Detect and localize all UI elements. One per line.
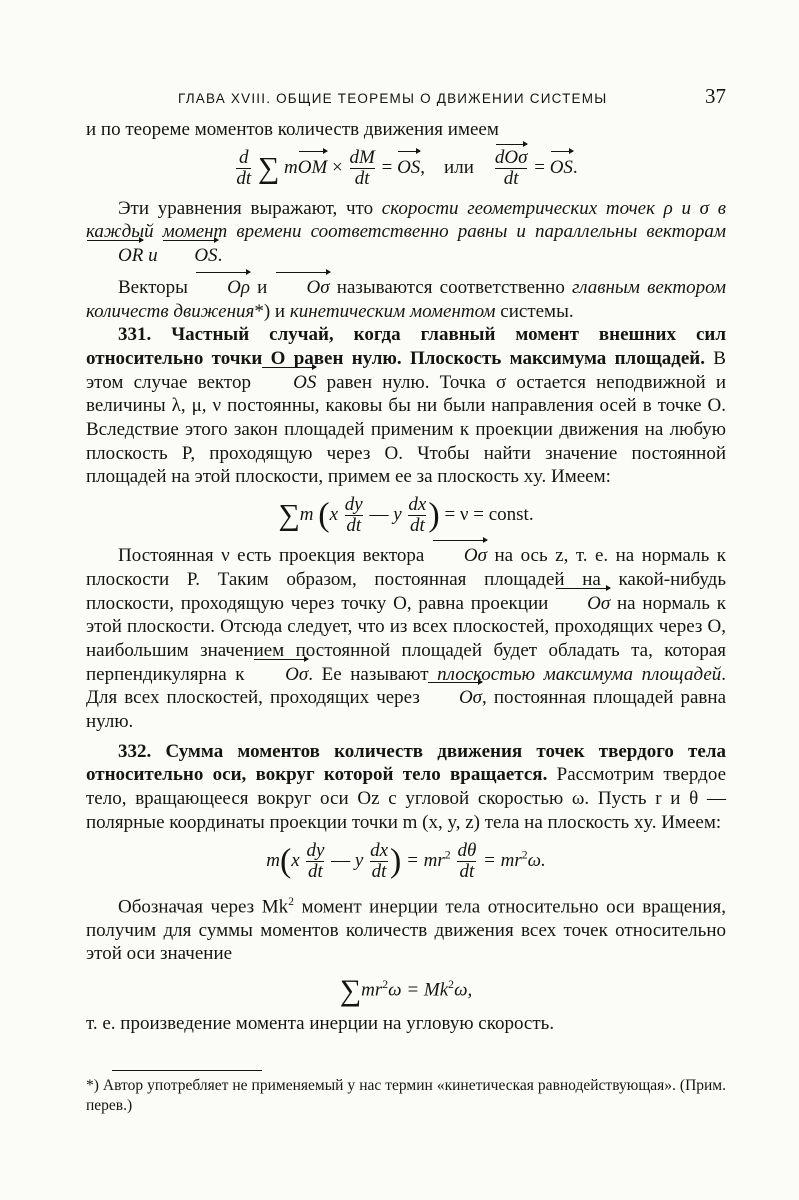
vector-Orho: Oρ xyxy=(195,276,250,300)
section-331: 331. Частный случай, когда главный момент внешних сил относительно точки O равен нулю. Плоскость максимума площадей. В этом случае вектор OS равен нулю. Точка σ остается неподвижной и величины λ, μ, ν постоянны, каковы бы ни были направления осей в точке O. Вследствие этого закон площадей применим к проекции движения на любую плоскость P, проходящую через O. Чтобы найти значение постоянной площадей на этой плоскости, примем ее за плоскость xy. Имеем: xyxy=(86,324,726,488)
paragraph-constant-nu: Постоянная ν есть проекция вектора Oσ на ось z, т. е. на нормаль к плоскости P. Таким образом, постоянная площадей на какой-нибудь плоскости, проходящую через точку O, равна проекции Oσ на нормаль к этой плоскости. Отсюда следует, что из всех плоскостей, проходящих через O, наибольшим значением постоянной площадей будет обладать та, которая перпендикулярна к Oσ. Ее называют плоскостью максимума площадей. Для всех плоскостей, проходящих через Oσ, постоянная площадей равна нулю. xyxy=(86,545,727,733)
paragraph-equations-express: Эти уравнения выражают, что скорости геометрических точек ρ и σ в каждый момент времени соответственно равны и параллельны векторам OR и OS. xyxy=(86,197,726,267)
equation-sum-mr2w: $\sum mr^2\omega = Mk^2\omega$, xyxy=(339,973,473,1007)
vector-OM: OM xyxy=(298,155,328,181)
sum-sign: ∑ xyxy=(257,151,280,185)
equation-moments: $\frac{d}{dt}$ ∑ mOM × $\frac{dM}{dt}$ = OS, или $\frac{\text{dOσ}}{dt}$ = OS. xyxy=(236,146,578,189)
paragraph-moment-of-inertia: Обозначая через Mk$^2$ момент инерции тела относительно оси вращения, получим для суммы моментов количеств движения всех точек относительно этой оси значение xyxy=(86,894,726,965)
paragraph-product: т. е. произведение момента инерции на угловую скорость. xyxy=(86,1012,555,1034)
fraction-dOsigma-dt: $\frac{\text{dOσ}}{dt}$ xyxy=(494,146,528,189)
section-332: 332. Сумма моментов количеств движения точек твердого тела относительно оси, вокруг которой тело вращается. Рассмотрим твердое тело, вращающееся вокруг оси Oz с угловой скоростью ω. Пусть r и θ — полярные координаты проекции точки m (x, y, z) тела на плоскость xy. Имеем: xyxy=(86,740,727,833)
paragraph-intro: и по теореме моментов количеств движения имеем xyxy=(86,119,499,140)
vector-OR: OR xyxy=(86,244,143,268)
vector-Osigma: Oσ xyxy=(275,276,330,300)
page-header xyxy=(178,84,726,108)
footnote: *) Автор употребляет не применяемый у нас термин «кинетическая равнодействующая». (Прим. перев.) xyxy=(86,1077,726,1114)
page-number: 37 xyxy=(705,84,726,108)
section-331-title: 331. Частный случай, когда главный момент внешних сил относительно точки O равен нулю. Плоскость максимума площадей. xyxy=(86,324,726,369)
equation-rotation-moment: m(x $\frac{dy}{dt}$ — y $\frac{dx}{dt}$ ) = $mr^2$ $\frac{d\theta}{dt}$ = $mr^2\omega$. xyxy=(266,839,546,882)
vector-OS-2: OS xyxy=(550,155,573,181)
page-body xyxy=(86,118,726,1036)
paragraph-vectors-named: Векторы Oρ и Oσ называются соответственно главным вектором количеств движения*) и кинетическим моментом системы. xyxy=(86,276,727,322)
vector-OS-4: OS xyxy=(261,371,316,395)
vector-OS: OS xyxy=(397,155,420,181)
footnote-rule xyxy=(112,1070,262,1071)
fraction-d-dt: $\frac{d}{dt}$ xyxy=(236,146,252,189)
vector-OS-3: OS xyxy=(162,244,217,268)
equation-area-constant: ∑m (x $\frac{dy}{dt}$ — y $\frac{dx}{dt}$ ) = ν = const. xyxy=(278,494,534,537)
word-or: или xyxy=(444,156,474,178)
fraction-dM-dt: $\frac{dM}{dt}$ xyxy=(349,146,375,189)
running-head: ГЛАВА XVIII. ОБЩИЕ ТЕОРЕМЫ О ДВИЖЕНИИ СИСТЕМЫ xyxy=(178,91,608,106)
section-332-title: 332. Сумма моментов количеств движения точек твердого тела относительно оси, вокруг которой тело вращается. xyxy=(86,740,726,786)
